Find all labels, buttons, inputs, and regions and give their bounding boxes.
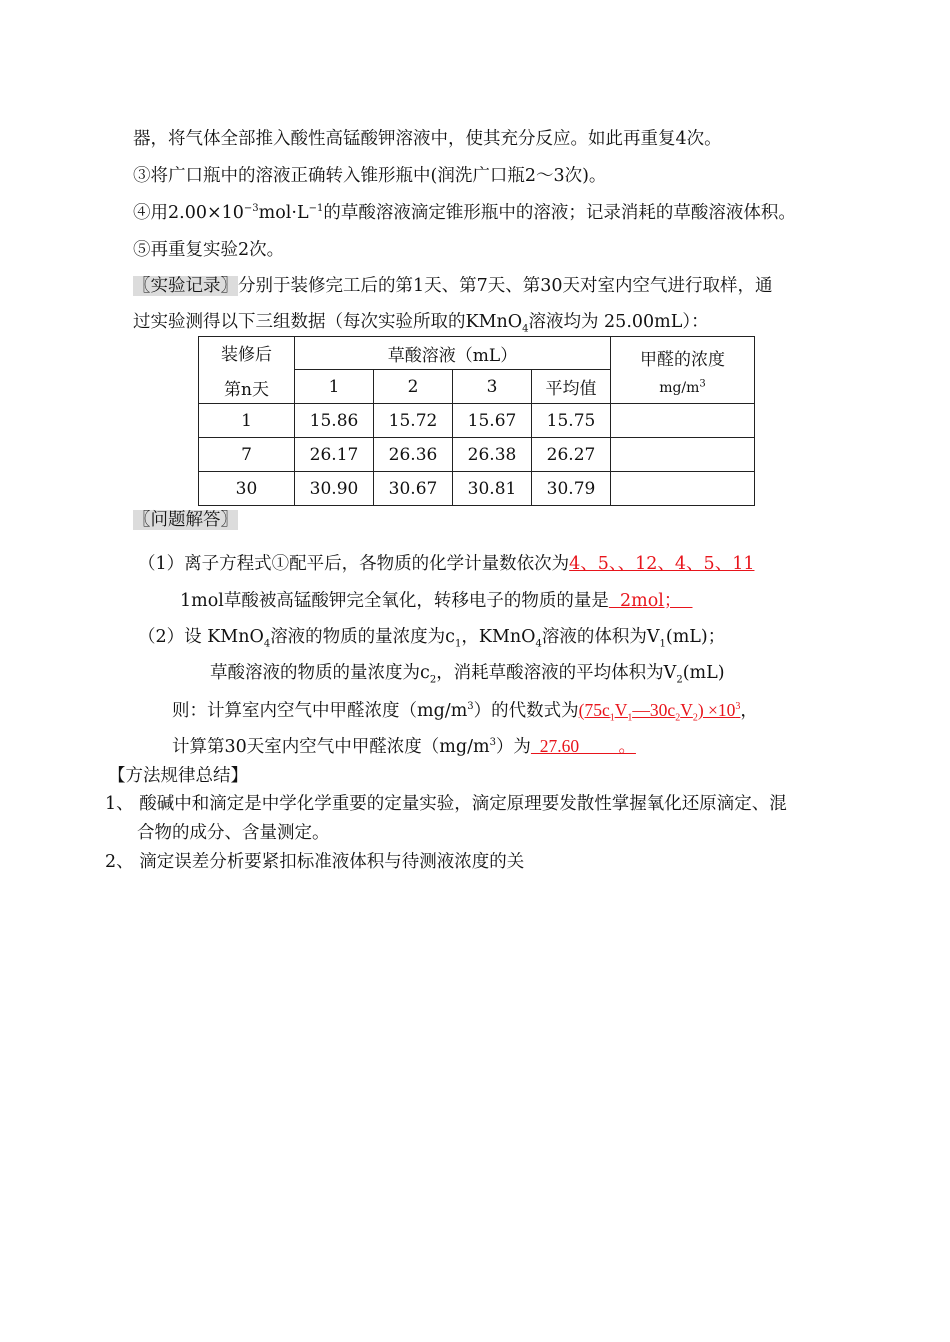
- answer-q2-definitions-1: （2）设 KMnO$_4$溶液的物质的量浓度为$c_1$，KMnO$_4$溶液的体积为$V_1(mL)$；: [138, 627, 726, 650]
- table-row: 7 26.17 26.36 26.38 26.27: [199, 438, 755, 472]
- answer-q2-definitions-2: 草酸溶液的物质的量浓度为$c_2$，消耗草酸溶液的平均体积为$V_2(mL)$: [210, 663, 725, 686]
- header-trial-3: 3: [453, 370, 532, 404]
- answer-q1-electrons: 1mol草酸被高锰酸钾完全氧化，转移电子的物质的量是 2mol；: [180, 591, 693, 611]
- summary-item-1: 1、 酸碱中和滴定是中学化学重要的定量实验，滴定原理要发散性掌握氧化还原滴定、混: [105, 794, 787, 814]
- answer-q1: （1）离子方程式①配平后，各物质的化学计量数依次为4、5、、12、4、5、11: [138, 554, 755, 574]
- answer-q1-electrons-value: 2mol；: [608, 591, 693, 611]
- table-row: 1 15.86 15.72 15.67 15.75: [199, 404, 755, 438]
- procedure-step-2-end: 器，将气体全部推入酸性高锰酸钾溶液中，使其充分反应。如此再重复4次。: [133, 129, 722, 149]
- header-trial-1: 1: [295, 370, 374, 404]
- summary-item-2: 2、 滴定误差分析要紧扣标准液体积与待测液浓度的关: [105, 852, 525, 872]
- experiment-record: 〖实验记录〗分别于装修完工后的第1天、第7天、第30天对室内空气进行取样，通: [133, 276, 773, 296]
- table-row: 30 30.90 30.67 30.81 30.79: [199, 472, 755, 506]
- answer-q2-result-value: 27.60 。: [530, 736, 636, 756]
- summary-item-1-cont: 合物的成分、含量测定。: [137, 823, 330, 843]
- header-formaldehyde: 甲醛的浓度 $mg/m^3$: [611, 337, 755, 404]
- header-trial-2: 2: [374, 370, 453, 404]
- data-table: [198, 336, 755, 506]
- experiment-record-cont: 过实验测得以下三组数据（每次实验所取的KMnO$_4$溶液均为 25.00mL）：: [133, 312, 709, 335]
- answer-q2-result: 计算第30天室内空气中甲醛浓度$(mg/m^3)$为 27.60 。: [172, 736, 636, 757]
- answer-q1-coefficients: 4、5、、12、4、5、11: [569, 554, 755, 574]
- answers-tag: 〖问题解答〗: [133, 510, 238, 530]
- procedure-step-3: ③将广口瓶中的溶液正确转入锥形瓶中(润洗广口瓶2～3次)。: [133, 166, 607, 186]
- answer-q2-formula: 则：计算室内空气中甲醛浓度$(mg/m^3)$的代数式为$(75c_1V_1—30c_2V_2) \times 10^3$，: [172, 700, 758, 724]
- header-average: 平均值: [532, 370, 611, 404]
- header-day: 装修后 第n天: [199, 337, 295, 404]
- header-oxalic: 草酸溶液（mL）: [295, 337, 611, 370]
- record-tag: 〖实验记录〗: [133, 276, 238, 296]
- procedure-step-5: ⑤再重复实验2次。: [133, 240, 285, 260]
- procedure-step-4: ④用$2.00\times 10^{-3}mol\cdot L^{-1}$的草酸溶液滴定锥形瓶中的溶液；记录消耗的草酸溶液体积。: [133, 203, 796, 223]
- summary-title: 【方法规律总结】: [108, 766, 248, 786]
- answer-q2-formula-value: $(75c_1V_1—30c_2V_2) \times 10^3$: [578, 700, 741, 724]
